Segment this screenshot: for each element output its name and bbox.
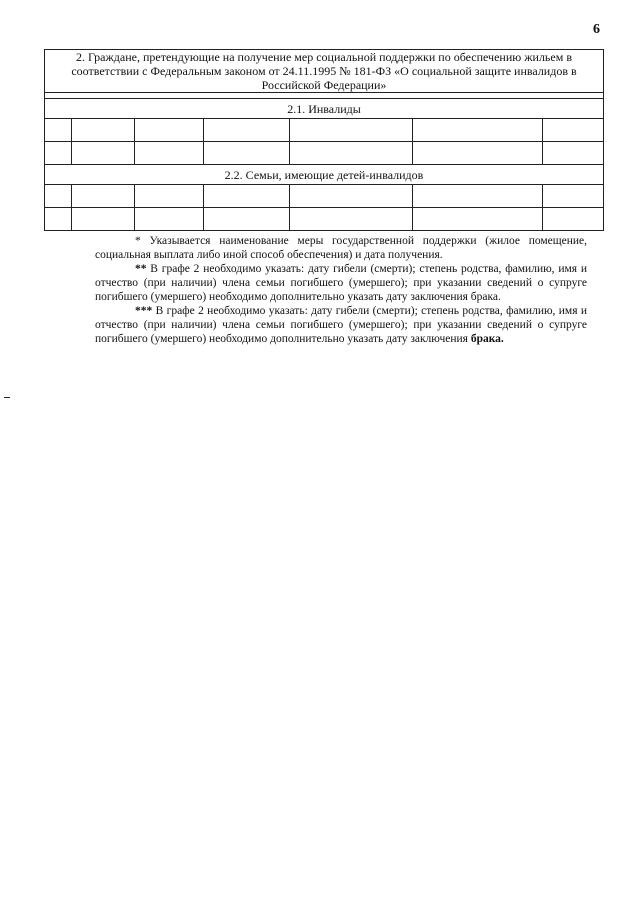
footnote-text: Указывается наименование меры государственной поддержки (жилое помещение, социальная выплата либо иной способ обеспечения) и дата получения. bbox=[95, 235, 588, 261]
table-row bbox=[45, 208, 604, 231]
section-invalids: 2.1. Инвалиды bbox=[45, 99, 604, 119]
table-cell[interactable] bbox=[45, 185, 72, 208]
table-cell[interactable] bbox=[290, 185, 413, 208]
table-cell[interactable] bbox=[204, 119, 290, 142]
table-cell[interactable] bbox=[204, 185, 290, 208]
margin-mark bbox=[4, 397, 10, 398]
footnote-2 bbox=[95, 262, 587, 304]
table-cell[interactable] bbox=[290, 119, 413, 142]
table-cell[interactable] bbox=[413, 185, 543, 208]
footnote-1 bbox=[95, 234, 587, 262]
footnote-text: В графе 2 необходимо указать: дату гибели (смерти); степень родства, фамилию, имя и отчество (при наличии) члена семьи погибшего (умершего); при указании сведений о супруге погибшего (умершего) необходимо дополнительно указать дату заключения bbox=[95, 305, 587, 345]
footnotes bbox=[95, 234, 587, 346]
table-cell[interactable] bbox=[204, 142, 290, 165]
table-cell[interactable] bbox=[290, 208, 413, 231]
table-cell[interactable] bbox=[45, 119, 72, 142]
table-cell[interactable] bbox=[72, 185, 135, 208]
table-cell[interactable] bbox=[413, 208, 543, 231]
table-cell[interactable] bbox=[543, 142, 604, 165]
table-cell[interactable] bbox=[204, 208, 290, 231]
table-cell[interactable] bbox=[135, 142, 204, 165]
table-cell[interactable] bbox=[543, 119, 604, 142]
footnote-text-end: брака. bbox=[470, 333, 504, 345]
table-cell[interactable] bbox=[290, 142, 413, 165]
footnote-text: В графе 2 необходимо указать: дату гибели (смерти); степень родства, фамилию, имя и отчество (при наличии) члена семьи погибшего (умершего); при указании сведений о супруге погибшего (умершего) необходимо дополнительно указать дату заключения брака. bbox=[95, 263, 588, 303]
footnote-marker: *** bbox=[135, 305, 153, 317]
table-cell[interactable] bbox=[45, 208, 72, 231]
table-cell[interactable] bbox=[72, 119, 135, 142]
table-cell[interactable] bbox=[135, 119, 204, 142]
table-cell[interactable] bbox=[72, 208, 135, 231]
page-number: 6 bbox=[593, 22, 600, 37]
table-row bbox=[45, 119, 604, 142]
table-cell[interactable] bbox=[543, 208, 604, 231]
form-table bbox=[44, 49, 604, 231]
table-cell[interactable] bbox=[413, 119, 543, 142]
footnote-3 bbox=[95, 304, 587, 346]
table-row bbox=[45, 142, 604, 165]
section-families: 2.2. Семьи, имеющие детей-инвалидов bbox=[45, 165, 604, 185]
footnote-marker: ** bbox=[135, 263, 147, 275]
table-cell[interactable] bbox=[135, 208, 204, 231]
table-header: 2. Граждане, претендующие на получение мер социальной поддержки по обеспечению жильем в соответствии с Федеральным законом от 24.11.1995 № 181-ФЗ «О социальной защите инвалидов в Российской Федерации» bbox=[45, 50, 604, 93]
table-row bbox=[45, 185, 604, 208]
table-cell[interactable] bbox=[543, 185, 604, 208]
table-cell[interactable] bbox=[413, 142, 543, 165]
table-cell[interactable] bbox=[72, 142, 135, 165]
table-cell[interactable] bbox=[45, 142, 72, 165]
footnote-marker: * bbox=[135, 235, 141, 247]
table-cell[interactable] bbox=[135, 185, 204, 208]
